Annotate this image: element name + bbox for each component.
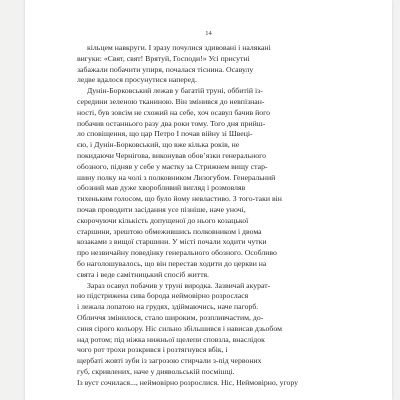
text-line: Зараз осавул побачив у труні виродка. Зазвичай акурат-	[87, 280, 271, 290]
text-line: забажали побачити упиря, почалася тіснина. Осавулу	[77, 64, 254, 74]
text-line: шину полку на чолі з полковником Лизогубом. Генеральний	[77, 172, 276, 182]
text-line: синя сірого кольору. Ніс сильно збільшився і нависав дзьобом	[77, 323, 282, 333]
text-line: побачив останнього разу два роки тому. Того дня прийш-	[77, 118, 266, 128]
book-page	[25, 0, 392, 400]
text-line: но підстрижена сива борода неймовірно розрослася	[77, 291, 249, 301]
text-line: над ротом; під ніжка нижньої щелепи сповзла, внаслідок	[77, 334, 265, 344]
paragraph	[77, 281, 323, 389]
text-line: Обличчя змінилося, стало широким, розпливчастим, до-	[77, 312, 264, 322]
text-line: бо наголошувалось, що він перестав ходити до церкви на	[77, 258, 267, 268]
text-line: кільцем навкруги. І зразу почулися здивовані і наляканi	[87, 43, 271, 52]
text-line: свята і веде самітницький спосіб життя.	[77, 269, 209, 279]
page-number: 14	[205, 30, 212, 37]
text-line: Дунін-Борковський лежав у багатій труні, оббитій із-	[87, 86, 263, 96]
text-line: про незвичайну поведінку генерального обозного. Особливо	[77, 248, 277, 258]
paragraph	[77, 86, 323, 280]
text-line: ло сповіщення, що цар Петро І почав війну зі Швеці-	[77, 129, 253, 139]
text-line: ледве вдалося просунутися наперед.	[77, 75, 197, 85]
text-line: почав проводити засідання усе пізніше, наче уночі,	[77, 204, 246, 214]
text-line: середини зеленою тканиною. Він змінився до невпізнан-	[77, 96, 265, 106]
text-line: скорочуючи кількість допущеної до нього козацької	[77, 215, 249, 225]
text-line: старшини, зрештою обмежившись полковником і двома	[77, 226, 262, 236]
text-line: Із вуст сочилася..., неймовірно розрослися. Ніс, Неймовірно, угору	[77, 377, 299, 387]
text-line: єю, і Дунін-Борковський, що вже кілька років, не	[77, 140, 240, 150]
text-line: покидаючи Чернігова, виконував обов’язки генерального	[77, 150, 267, 160]
body-text	[77, 43, 323, 389]
text-line: козаками з вищої старшини. У місті почали ходити чутки	[77, 237, 267, 247]
text-line: вигуки: «Свят, свят! Врятуй, Господи!» Усі присутні	[77, 53, 250, 63]
text-line: губ, скривлених, наче у диявольській посмішці.	[77, 366, 235, 376]
text-line: чого рот трохи розкрився і розтягнувся вбік, і	[77, 345, 228, 355]
text-line: тихеньким голосом, що було йому невластиво. З того-таки він	[77, 194, 282, 204]
text-line: обозний мав дуже хворобливий вигляд і розмовляв	[77, 183, 246, 193]
text-line: щербаті жовті зуби із загрозою стирчали з-під червоних	[77, 356, 262, 366]
paragraph	[77, 43, 323, 86]
text-line: і лежала лопатою на грудях, здіймаючись, наче пагорб.	[77, 302, 259, 312]
text-line: обозного, підняв у себе у маєтку за Стрижнем вищу стар-	[77, 161, 268, 171]
text-line: ності, був зовсім не схожий на себе, хоч осавул бачив його	[77, 107, 270, 117]
